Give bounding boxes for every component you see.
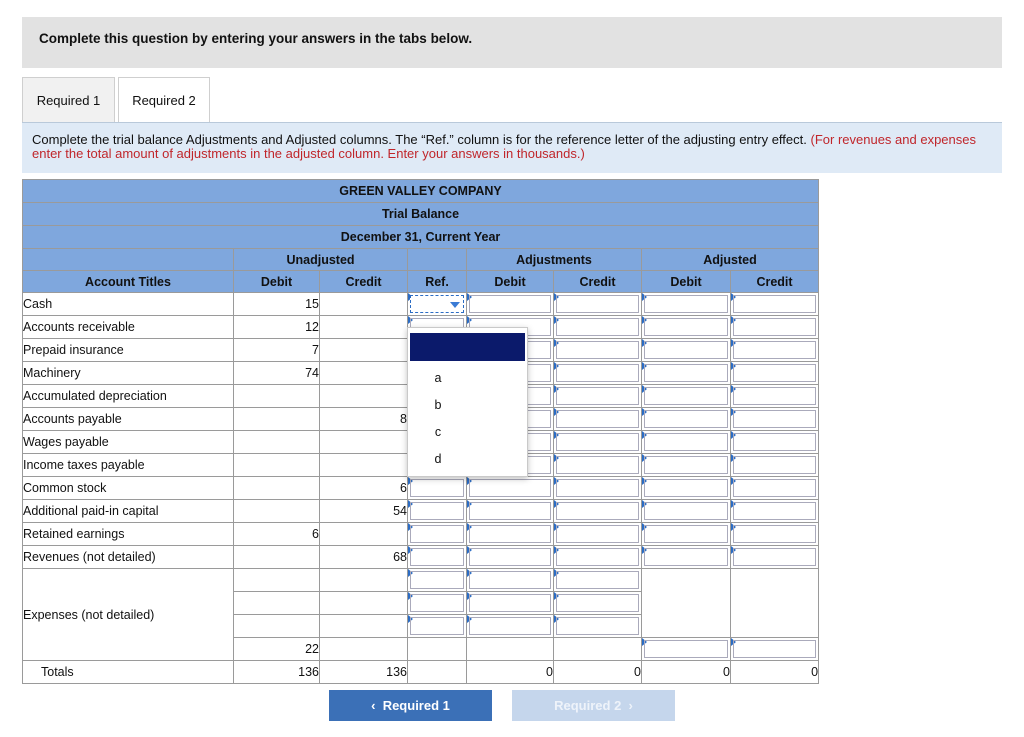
adjustment-credit-input[interactable] (554, 592, 642, 615)
adjusted-debit-input[interactable] (642, 500, 731, 523)
unadjusted-debit (234, 431, 320, 454)
col-adjusted-credit: Credit (731, 271, 819, 293)
adjustment-debit-input[interactable] (467, 500, 554, 523)
ref-select-box[interactable] (410, 571, 464, 589)
adjusted-debit-input-box[interactable] (644, 502, 728, 520)
adjusted-debit-input[interactable] (642, 385, 731, 408)
adjustment-credit-input[interactable] (554, 316, 642, 339)
adjusted-debit-input-box[interactable] (644, 456, 728, 474)
adjusted-debit-input-box[interactable] (644, 410, 728, 428)
adjusted-credit-input-box[interactable] (733, 502, 816, 520)
prev-required-1-button[interactable] (329, 690, 492, 721)
ref-select-box[interactable] (410, 594, 464, 612)
account-title: Retained earnings (23, 523, 234, 546)
table-row (23, 500, 819, 523)
adjusted-credit (731, 569, 819, 638)
ref-select[interactable] (408, 500, 467, 523)
unadjusted-credit (320, 454, 408, 477)
next-button-label: Required 2 (554, 698, 622, 713)
account-title: Additional paid-in capital (23, 500, 234, 523)
adjustment-credit (554, 638, 642, 661)
total-ref (408, 661, 467, 684)
group-adjusted: Adjusted (642, 249, 819, 271)
table-row (23, 477, 819, 500)
ref-cell (408, 638, 467, 661)
adjustment-credit-input[interactable] (554, 408, 642, 431)
instruction-text: Complete this question by entering your answers in the tabs below. (39, 31, 473, 46)
adjustment-credit-input-box[interactable] (556, 525, 639, 543)
adjusted-debit-input-box[interactable] (644, 387, 728, 405)
table-row (23, 523, 819, 546)
adjustment-credit-input-box[interactable] (556, 433, 639, 451)
unadjusted-debit: 6 (234, 523, 320, 546)
ref-select-box[interactable] (410, 525, 464, 543)
adjustment-credit-input[interactable] (554, 362, 642, 385)
adjustment-credit-input-box[interactable] (556, 502, 639, 520)
adjusted-credit-input-box[interactable] (733, 433, 816, 451)
unadjusted-debit (234, 408, 320, 431)
table-row (23, 569, 819, 592)
adjusted-credit-input-box[interactable] (733, 479, 816, 497)
unadjusted-credit: 68 (320, 546, 408, 569)
adjustment-debit-input[interactable] (467, 592, 554, 615)
description-note: (For revenues and expenses enter the total amount of adjustments in the adjusted column. Enter your answers in thousands.) (32, 132, 976, 161)
adjusted-credit-input[interactable] (731, 638, 819, 661)
unadjusted-debit: 22 (234, 638, 320, 661)
total-adjustments-credit: 0 (554, 661, 642, 684)
ref-select[interactable] (408, 615, 467, 638)
tab-required-2[interactable]: Required 2 (118, 77, 210, 123)
total-adjusted-credit: 0 (731, 661, 819, 684)
adjusted-credit-input-box[interactable] (733, 364, 816, 382)
unadjusted-debit (234, 454, 320, 477)
header-blank (23, 249, 234, 271)
group-adjustments: Adjustments (467, 249, 642, 271)
account-title: Accounts receivable (23, 316, 234, 339)
ref-select[interactable] (408, 477, 467, 500)
adjusted-credit-input-box[interactable] (733, 387, 816, 405)
adjusted-debit-input[interactable] (642, 523, 731, 546)
account-title: Common stock (23, 477, 234, 500)
totals-row (23, 661, 819, 684)
ref-select-box[interactable] (410, 502, 464, 520)
adjusted-credit-input[interactable] (731, 546, 819, 569)
unadjusted-credit (320, 615, 408, 638)
col-unadjusted-credit: Credit (320, 271, 408, 293)
adjusted-credit-input-box[interactable] (733, 548, 816, 566)
adjustment-credit-input-box[interactable] (556, 548, 639, 566)
question-description (22, 123, 1002, 173)
adjusted-credit-input[interactable] (731, 523, 819, 546)
unadjusted-debit: 12 (234, 316, 320, 339)
unadjusted-credit (320, 431, 408, 454)
unadjusted-credit: 54 (320, 500, 408, 523)
chevron-down-icon (450, 302, 460, 308)
dropdown-option-blank[interactable] (410, 333, 525, 361)
adjustment-credit-input-box[interactable] (556, 594, 639, 612)
ref-select-box[interactable] (410, 617, 464, 635)
adjustment-credit-input-box[interactable] (556, 341, 639, 359)
adjusted-debit-input[interactable] (642, 316, 731, 339)
adjusted-debit-input-box[interactable] (644, 525, 728, 543)
adjusted-debit-input[interactable] (642, 546, 731, 569)
col-adjusted-debit: Debit (642, 271, 731, 293)
account-title: Income taxes payable (23, 454, 234, 477)
adjustment-debit-input-box[interactable] (469, 548, 551, 566)
adjustment-credit-input-box[interactable] (556, 410, 639, 428)
adjusted-credit-input[interactable] (731, 431, 819, 454)
adjusted-debit-input-box[interactable] (644, 640, 728, 658)
account-title: Expenses (not detailed) (23, 569, 234, 661)
ref-dropdown-menu[interactable] (407, 327, 528, 477)
adjustment-credit-input[interactable] (554, 569, 642, 592)
total-unadjusted-credit: 136 (320, 661, 408, 684)
tab-required-1[interactable]: Required 1 (22, 77, 115, 123)
adjusted-debit-input-box[interactable] (644, 341, 728, 359)
account-title: Prepaid insurance (23, 339, 234, 362)
adjusted-credit-input-box[interactable] (733, 341, 816, 359)
instruction-bar (22, 17, 1002, 68)
total-adjusted-debit: 0 (642, 661, 731, 684)
account-title: Machinery (23, 362, 234, 385)
adjusted-credit-input[interactable] (731, 385, 819, 408)
adjusted-debit-input[interactable] (642, 293, 731, 316)
adjusted-credit-input-box[interactable] (733, 318, 816, 336)
dropdown-option-d[interactable]: d (434, 452, 442, 466)
ref-select[interactable] (408, 546, 467, 569)
adjustment-credit-input-box[interactable] (556, 387, 639, 405)
account-title: Accumulated depreciation (23, 385, 234, 408)
adjusted-credit-input[interactable] (731, 500, 819, 523)
adjustment-debit-input-box[interactable] (469, 525, 551, 543)
unadjusted-credit (320, 316, 408, 339)
adjusted-credit-input-box[interactable] (733, 295, 816, 313)
adjustment-credit-input[interactable] (554, 523, 642, 546)
next-required-2-button[interactable] (512, 690, 675, 721)
adjusted-credit-input[interactable] (731, 339, 819, 362)
company-name: GREEN VALLEY COMPANY (23, 180, 819, 203)
ref-select-box[interactable] (410, 479, 464, 497)
ref-select[interactable] (408, 293, 467, 316)
adjustment-credit-input[interactable] (554, 615, 642, 638)
unadjusted-debit (234, 569, 320, 592)
adjustment-debit-input-box[interactable] (469, 617, 551, 635)
dropdown-option-c[interactable]: c (434, 425, 442, 439)
adjustment-debit-input-box[interactable] (469, 571, 551, 589)
adjustment-debit-input-box[interactable] (469, 594, 551, 612)
ref-select[interactable] (408, 592, 467, 615)
adjustment-credit-input[interactable] (554, 477, 642, 500)
adjusted-credit-input[interactable] (731, 293, 819, 316)
chevron-right-icon: › (621, 698, 633, 713)
group-unadjusted: Unadjusted (234, 249, 408, 271)
unadjusted-credit (320, 385, 408, 408)
unadjusted-debit (234, 500, 320, 523)
adjustment-credit-input-box[interactable] (556, 364, 639, 382)
adjusted-debit-input-box[interactable] (644, 433, 728, 451)
adjusted-credit-input-box[interactable] (733, 525, 816, 543)
unadjusted-credit (320, 592, 408, 615)
adjustment-credit-input-box[interactable] (556, 479, 639, 497)
unadjusted-credit (320, 339, 408, 362)
col-unadjusted-debit: Debit (234, 271, 320, 293)
unadjusted-debit: 7 (234, 339, 320, 362)
adjustment-debit-input-box[interactable] (469, 479, 551, 497)
adjustment-credit-input[interactable] (554, 454, 642, 477)
adjusted-credit-input[interactable] (731, 454, 819, 477)
unadjusted-debit (234, 546, 320, 569)
adjusted-debit-input[interactable] (642, 362, 731, 385)
adjusted-debit-input-box[interactable] (644, 479, 728, 497)
adjustment-debit-input[interactable] (467, 546, 554, 569)
adjusted-credit-input[interactable] (731, 477, 819, 500)
adjustment-debit-input[interactable] (467, 615, 554, 638)
adjusted-debit-input-box[interactable] (644, 548, 728, 566)
adjusted-debit (642, 569, 731, 638)
adjustment-debit-input[interactable] (467, 293, 554, 316)
prev-button-label: Required 1 (382, 698, 450, 713)
adjustment-credit-input[interactable] (554, 431, 642, 454)
unadjusted-credit (320, 523, 408, 546)
adjustment-debit-input-box[interactable] (469, 502, 551, 520)
adjustment-debit-input[interactable] (467, 477, 554, 500)
description-main: Complete the trial balance Adjustments and Adjusted columns. The “Ref.” column is for the reference letter of the adjusting entry effect. (32, 132, 811, 147)
account-title: Revenues (not detailed) (23, 546, 234, 569)
dropdown-option-a[interactable]: a (434, 371, 442, 385)
statement-title: Trial Balance (23, 203, 819, 226)
account-title: Wages payable (23, 431, 234, 454)
ref-select[interactable] (408, 523, 467, 546)
adjustment-credit-input[interactable] (554, 385, 642, 408)
unadjusted-debit (234, 592, 320, 615)
adjustment-debit-input[interactable] (467, 523, 554, 546)
totals-label: Totals (23, 661, 234, 684)
unadjusted-debit (234, 615, 320, 638)
adjusted-credit-input-box[interactable] (733, 410, 816, 428)
adjusted-debit-input[interactable] (642, 477, 731, 500)
total-unadjusted-debit: 136 (234, 661, 320, 684)
adjusted-debit-input[interactable] (642, 339, 731, 362)
col-adjustments-credit: Credit (554, 271, 642, 293)
unadjusted-debit: 15 (234, 293, 320, 316)
adjusted-credit-input[interactable] (731, 408, 819, 431)
col-account-titles: Account Titles (23, 271, 234, 293)
unadjusted-credit (320, 569, 408, 592)
adjusted-debit-input[interactable] (642, 638, 731, 661)
adjustment-credit-input-box[interactable] (556, 571, 639, 589)
ref-select[interactable] (408, 569, 467, 592)
adjustment-debit-input-box[interactable] (469, 295, 551, 313)
adjusted-debit-input[interactable] (642, 408, 731, 431)
adjusted-credit-input[interactable] (731, 316, 819, 339)
statement-date: December 31, Current Year (23, 226, 819, 249)
col-ref: Ref. (408, 271, 467, 293)
chevron-left-icon: ‹ (371, 698, 383, 713)
adjusted-debit-input[interactable] (642, 431, 731, 454)
adjustment-credit-input[interactable] (554, 546, 642, 569)
unadjusted-debit: 74 (234, 362, 320, 385)
adjusted-debit-input-box[interactable] (644, 364, 728, 382)
unadjusted-credit (320, 638, 408, 661)
unadjusted-debit (234, 477, 320, 500)
unadjusted-credit: 8 (320, 408, 408, 431)
adjustment-credit-input-box[interactable] (556, 318, 639, 336)
adjusted-credit-input-box[interactable] (733, 456, 816, 474)
adjusted-debit-input[interactable] (642, 454, 731, 477)
col-adjustments-debit: Debit (467, 271, 554, 293)
adjusted-debit-input-box[interactable] (644, 295, 728, 313)
adjustment-credit-input[interactable] (554, 339, 642, 362)
adjusted-credit-input-box[interactable] (733, 640, 816, 658)
adjustment-credit-input[interactable] (554, 500, 642, 523)
table-row (23, 293, 819, 316)
adjustment-debit-input[interactable] (467, 569, 554, 592)
adjusted-credit-input[interactable] (731, 362, 819, 385)
adjustment-credit-input-box[interactable] (556, 617, 639, 635)
adjustment-debit (467, 638, 554, 661)
unadjusted-credit (320, 293, 408, 316)
unadjusted-debit (234, 385, 320, 408)
ref-select-box[interactable] (410, 548, 464, 566)
table-row (23, 546, 819, 569)
account-title: Cash (23, 293, 234, 316)
account-title: Accounts payable (23, 408, 234, 431)
total-adjustments-debit: 0 (467, 661, 554, 684)
adjustment-credit-input-box[interactable] (556, 456, 639, 474)
header-blank-ref (408, 249, 467, 271)
adjustment-credit-input[interactable] (554, 293, 642, 316)
adjustment-credit-input-box[interactable] (556, 295, 639, 313)
unadjusted-credit (320, 362, 408, 385)
dropdown-option-b[interactable]: b (434, 398, 442, 412)
unadjusted-credit: 6 (320, 477, 408, 500)
adjusted-debit-input-box[interactable] (644, 318, 728, 336)
